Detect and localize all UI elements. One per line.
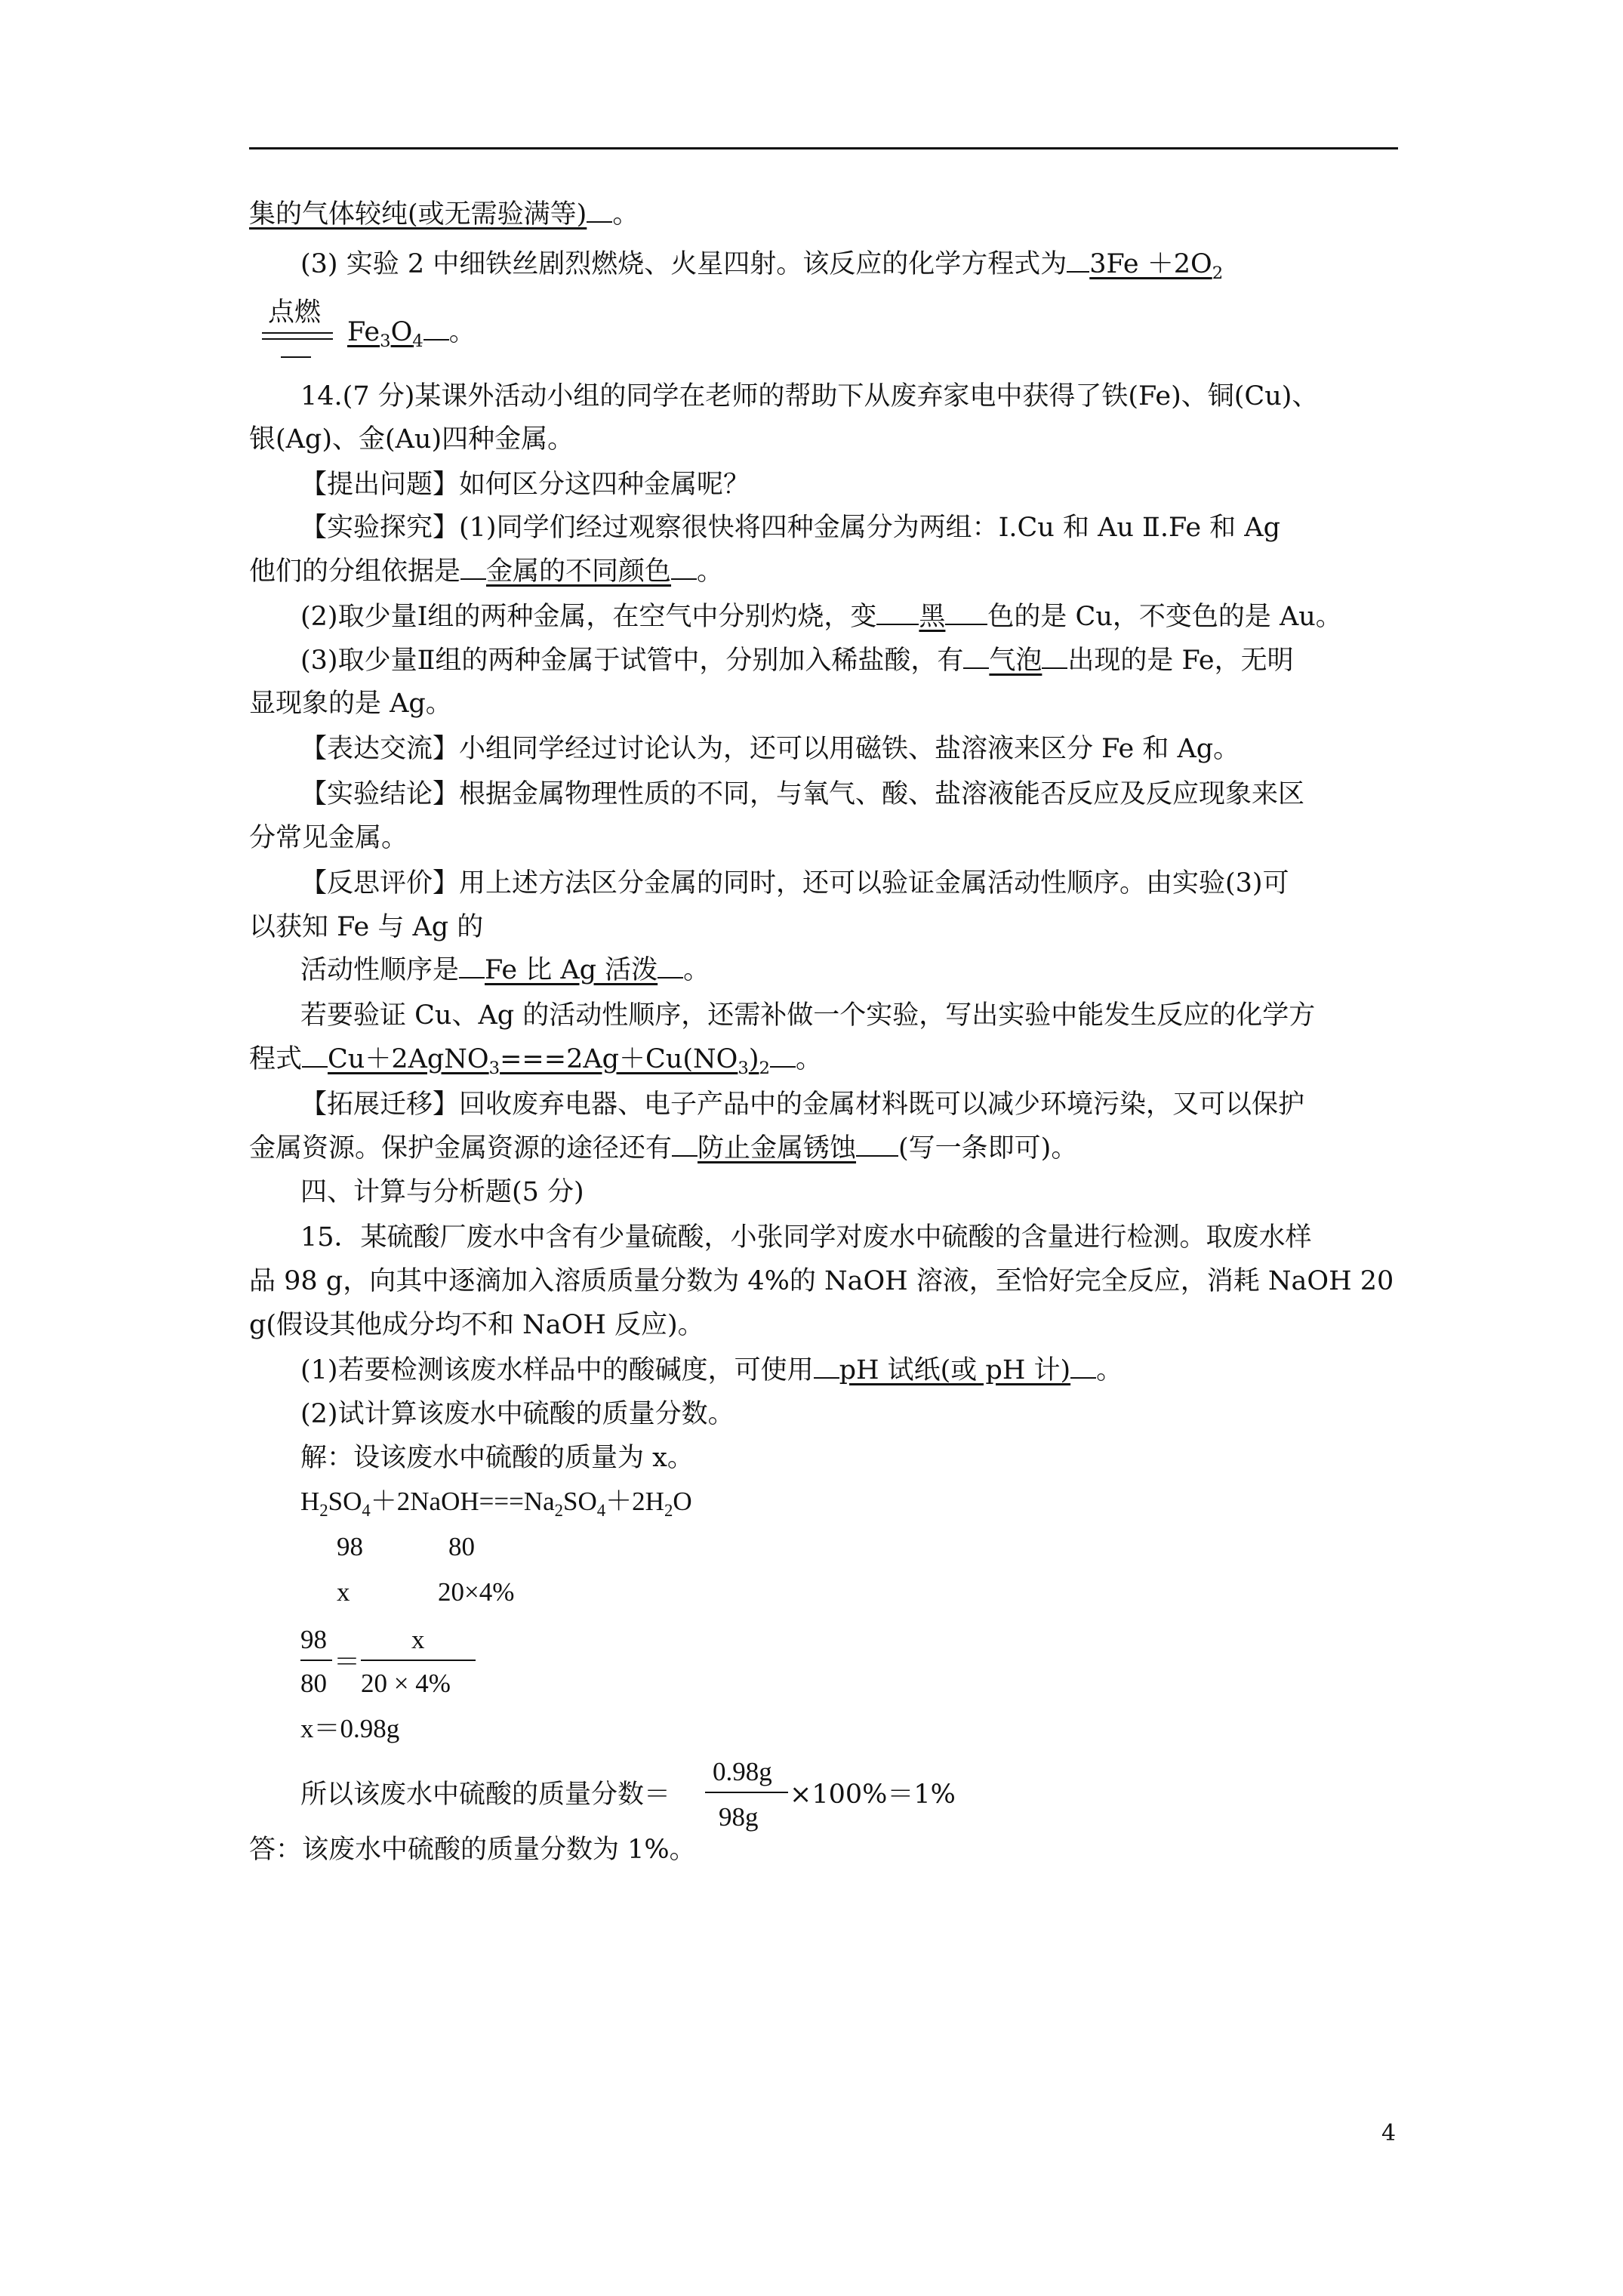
section-tuozhan: 【拓展迁移】回收废弃电器、电子产品中的金属材料既可以减少环境污染，又可以保护 xyxy=(300,1089,1305,1120)
question-15: 15．某硫酸厂废水中含有少量硫酸，小张同学对废水中硫酸的含量进行检测。取废水样 xyxy=(300,1222,1312,1253)
page-number: 4 xyxy=(1381,2120,1397,2147)
section-fansi: 【反思评价】用上述方法区分金属的同时，还可以验证金属活动性顺序。由实验(3)可 xyxy=(300,868,1289,898)
equation-product: $Fe_3O_4$ 。 xyxy=(347,317,476,351)
answer-blank: 气泡 xyxy=(989,646,1042,676)
section-4-heading: 四、计算与分析题(5 分) xyxy=(300,1177,584,1207)
fraction-denominator: 80 xyxy=(300,1669,327,1698)
answer-blank: 集的气体较纯(或无需验满等) xyxy=(249,199,587,230)
reaction-condition: 点燃 xyxy=(268,297,322,328)
final-answer: 答：该废水中硫酸的质量分数为 1%。 xyxy=(249,1835,696,1865)
solution-intro: 解：设该废水中硫酸的质量为 x。 xyxy=(300,1443,694,1473)
answer-blank: Fe 比 Ag 活泼 xyxy=(485,955,658,985)
equation-answer: $3Fe +2O_2$ xyxy=(1089,249,1224,283)
section-biaoda: 【表达交流】小组同学经过讨论认为，还可以用磁铁、盐溶液来区分 Fe 和 Ag。 xyxy=(300,734,1240,764)
section-jielun: 【实验结论】根据金属物理性质的不同，与氧气、酸、盐溶液能否反应及反应现象来区 xyxy=(300,779,1305,809)
answer-blank: 防止金属锈蚀 xyxy=(698,1133,857,1163)
fraction-numerator: 98 xyxy=(300,1625,327,1654)
question-14: 14.(7 分)某课外活动小组的同学在老师的帮助下从废弃家电中获得了铁(Fe)、铜(Cu)、 xyxy=(300,381,1319,411)
equation-answer: $Cu+2AgNO_3===2Ag+Cu(NO_3)_2$ xyxy=(328,1044,770,1078)
section-tichu: 【提出问题】如何区分这四种金属呢？ xyxy=(300,470,750,500)
answer-blank: 金属的不同颜色 xyxy=(486,556,672,587)
question-13-3: (3) 实验 2 中细铁丝剧烈燃烧、火星四射。该反应的化学方程式为 $3Fe +2O_2$ xyxy=(300,249,1224,283)
result-x: x＝0.98g xyxy=(300,1714,400,1743)
section-shiyan: 【实验探究】(1)同学们经过观察很快将四种金属分为两组：Ⅰ.Cu 和 Au Ⅱ.Fe 和 Ag xyxy=(300,513,1280,543)
header-rule xyxy=(249,147,1398,149)
answer-line-1: 集的气体较纯(或无需验满等) 。 xyxy=(249,199,639,230)
answer-blank: 黑 xyxy=(919,602,946,632)
chemical-equation: $H_2SO_4+2NaOH===Na_2SO_4+2H_2O$ xyxy=(300,1487,692,1520)
answer-blank: pH 试纸(或 pH 计) xyxy=(839,1355,1071,1385)
